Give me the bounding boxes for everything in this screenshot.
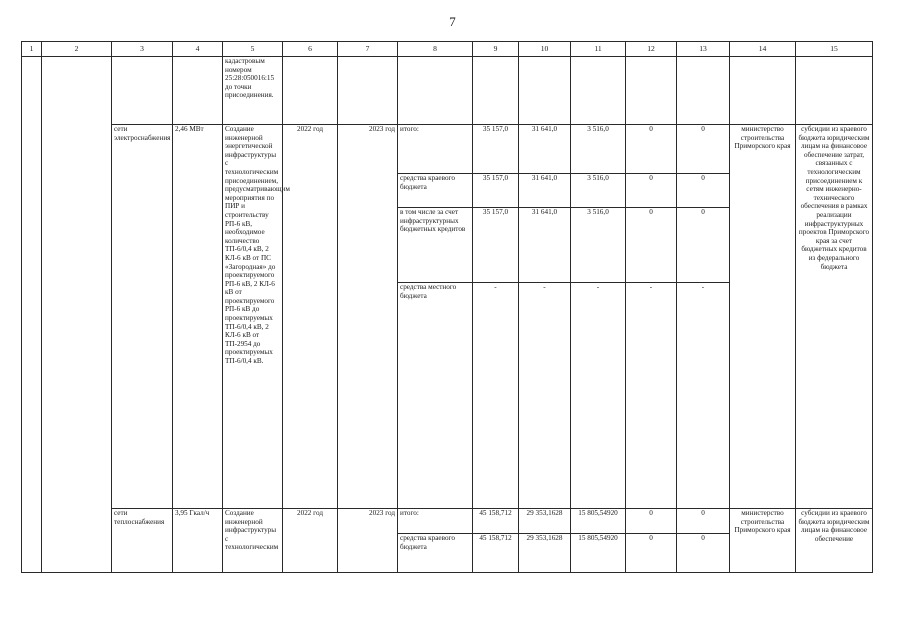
electric-description: Создание инженерной энергетической инфраструктуры с технологическим присоединением, предусматривающим мероприятия по ПИР и строительству РП-6 кВ, необходимое количество ТП-6/0,4 кВ, 2 КЛ-6 кВ от ПС «Загородная» до проектируемого РП-6 кВ, 2 КЛ-6 кВ от проектируемого РП-6 кВ до проектируемых ТП-6/0,4 кВ, 2 КЛ-6 кВ от ТП-2954 до проектируемых ТП-6/0,4 кВ. [223, 125, 283, 509]
empty-cell [571, 57, 626, 125]
funding-source-label: средства краевого бюджета [398, 174, 473, 208]
electric-capacity: 2,46 МВт [173, 125, 223, 509]
amount-cell: 3 516,0 [571, 174, 626, 208]
electric-start-year: 2022 год [283, 125, 338, 509]
amount-cell: - [519, 283, 571, 509]
amount-cell: 0 [626, 509, 677, 534]
header-cell: 5 [223, 42, 283, 57]
empty-cell [42, 57, 112, 573]
header-cell: 2 [42, 42, 112, 57]
electric-end-year: 2023 год [338, 125, 398, 509]
funding-source-label: в том числе за счет инфраструктурных бюджетных кредитов [398, 208, 473, 283]
amount-cell: 0 [626, 125, 677, 174]
header-cell: 15 [796, 42, 873, 57]
amount-cell: 0 [626, 208, 677, 283]
empty-cell [398, 57, 473, 125]
funding-source-label: средства местного бюджета [398, 283, 473, 509]
header-cell: 4 [173, 42, 223, 57]
header-cell: 7 [338, 42, 398, 57]
heat-object-name: сети теплоснабжения [112, 509, 173, 573]
amount-cell: 31 641,0 [519, 208, 571, 283]
amount-cell: 35 157,0 [473, 208, 519, 283]
empty-cell [473, 57, 519, 125]
amount-cell: - [571, 283, 626, 509]
header-cell: 8 [398, 42, 473, 57]
header-cell: 10 [519, 42, 571, 57]
heat-description: Создание инженерной инфраструктуры с технологическим [223, 509, 283, 573]
empty-cell [730, 57, 796, 125]
header-cell: 14 [730, 42, 796, 57]
continuation-description: кадастровым номером 25:28:050016:15 до точки присоединения. [223, 57, 283, 125]
amount-cell: 0 [677, 125, 730, 174]
amount-cell: 0 [626, 534, 677, 573]
amount-cell: 45 158,712 [473, 534, 519, 573]
amount-cell: 31 641,0 [519, 174, 571, 208]
heat-start-year: 2022 год [283, 509, 338, 573]
empty-cell [626, 57, 677, 125]
heat-row-total [22, 509, 873, 534]
amount-cell: 0 [677, 534, 730, 573]
heat-funding-form: субсидии из краевого бюджета юридическим лицам на финансовое обеспечение [796, 509, 873, 573]
header-cell: 6 [283, 42, 338, 57]
amount-cell: 29 353,1628 [519, 534, 571, 573]
heat-responsible-body: министерство строительства Приморского края [730, 509, 796, 573]
header-cell: 11 [571, 42, 626, 57]
amount-cell: 0 [677, 174, 730, 208]
empty-cell [112, 57, 173, 125]
header-cell: 13 [677, 42, 730, 57]
amount-cell: 35 157,0 [473, 125, 519, 174]
amount-cell: 31 641,0 [519, 125, 571, 174]
header-cell: 1 [22, 42, 42, 57]
empty-cell [338, 57, 398, 125]
header-cell: 9 [473, 42, 519, 57]
heat-capacity: 3,95 Гкал/ч [173, 509, 223, 573]
amount-cell: 15 805,54920 [571, 509, 626, 534]
empty-cell [283, 57, 338, 125]
empty-cell [519, 57, 571, 125]
amount-cell: - [677, 283, 730, 509]
electric-row-total [22, 125, 873, 174]
empty-cell [22, 57, 42, 573]
heat-end-year: 2023 год [338, 509, 398, 573]
amount-cell: 0 [677, 509, 730, 534]
empty-cell [796, 57, 873, 125]
header-cell: 3 [112, 42, 173, 57]
page-number: 7 [449, 14, 456, 29]
amount-cell: 15 805,54920 [571, 534, 626, 573]
funding-source-label: средства краевого бюджета [398, 534, 473, 573]
amount-cell: 0 [677, 208, 730, 283]
investment-table [21, 41, 873, 573]
amount-cell: - [626, 283, 677, 509]
header-cell: 12 [626, 42, 677, 57]
amount-cell: 3 516,0 [571, 208, 626, 283]
amount-cell: 35 157,0 [473, 174, 519, 208]
amount-cell: 29 353,1628 [519, 509, 571, 534]
amount-cell: - [473, 283, 519, 509]
continuation-row [22, 57, 873, 125]
electric-funding-form: субсидии из краевого бюджета юридическим лицам на финансовое обеспечение затрат, связанных с технологическим присоединением к сетям инженерно-технического обеспечения в рамках реализации инфраструктурных проектов Приморского края за счет бюджетных кредитов из федерального бюджета [796, 125, 873, 509]
funding-source-label: итого: [398, 125, 473, 174]
empty-cell [173, 57, 223, 125]
electric-object-name: сети электроснабжения [112, 125, 173, 509]
empty-cell [677, 57, 730, 125]
amount-cell: 3 516,0 [571, 125, 626, 174]
amount-cell: 0 [626, 174, 677, 208]
column-number-row [22, 42, 873, 57]
amount-cell: 45 158,712 [473, 509, 519, 534]
funding-source-label: итого: [398, 509, 473, 534]
electric-responsible-body: министерство строительства Приморского края [730, 125, 796, 509]
